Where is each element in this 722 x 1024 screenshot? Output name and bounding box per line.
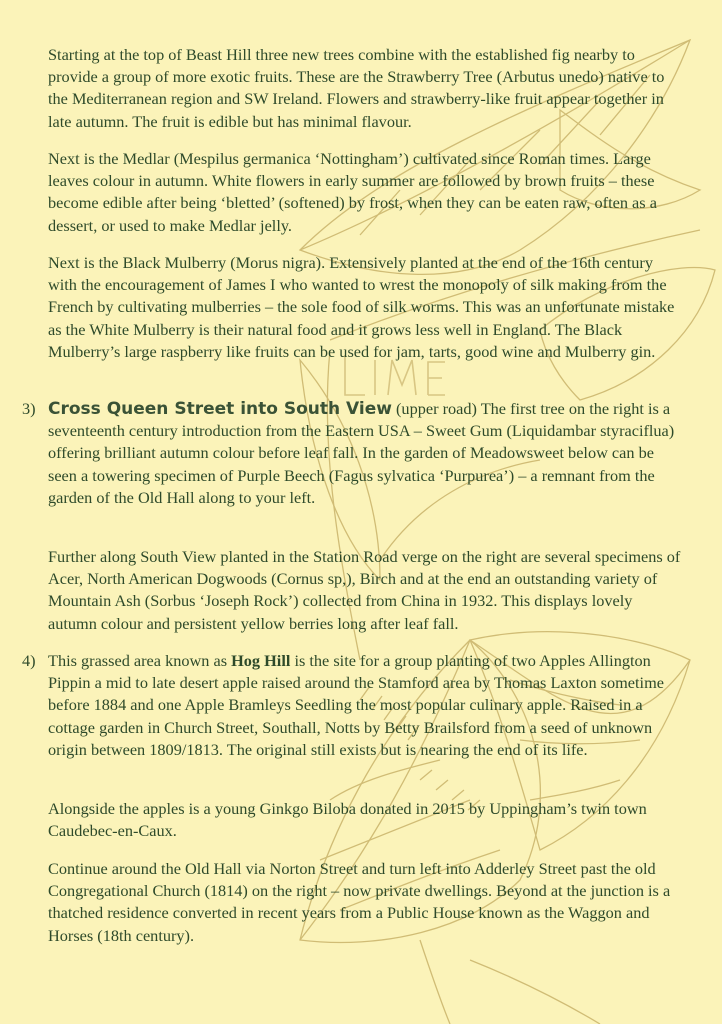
section-3-paragraph-2: Further along South View planted in the Station Road verge on the right are several specimens of Acer, North American Dogwoods (Cornus sp,), Birch and at the end an outstanding variety of Mountain Ash (Sorbus ‘Joseph Rock’) collected from China in 1932. This displays lovely autumn colour and persistent yellow berries long after leaf fall. bbox=[48, 547, 681, 633]
section-3-paragraph bbox=[48, 398, 684, 509]
paragraph-black-mulberry: Next is the Black Mulberry (Morus nigra). Extensively planted at the end of the 16th century with the encouragement of James I who wanted to wrest the monopoly of silk making from the French by cultivating mulberries – the sole food of silk worms. This was an unfortunate mistake as the White Mulberry is their natural food and it grows less well in England. The Black Mulberry’s large raspberry like fruits can be used for jam, tarts, good wine and Mulberry gin. bbox=[48, 253, 675, 361]
section-4-intro: This grassed area known as bbox=[48, 651, 232, 670]
paragraph-medlar: Next is the Medlar (Mespilus germanica ‘Nottingham’) cultivated since Roman times. Large leaves colour in autumn. White flowers in early summer are followed by brown fruits – these become edible after being ‘bletted’ (softened) by frost, when they can be eaten raw, often as a dessert, or used to make Medlar jelly. bbox=[48, 149, 657, 235]
section-4-paragraph bbox=[48, 650, 684, 761]
section-4-paragraph-route: Continue around the Old Hall via Norton Street and turn left into Adderley Street past the old Congregational Church (1814) on the right – now private dwellings. Beyond at the junction is a thatched residence converted in recent years from a Public House known as the Waggon and Horses (18th century). bbox=[48, 859, 671, 945]
section-4-paragraph-ginkgo: Alongside the apples is a young Ginkgo Biloba donated in 2015 by Uppingham’s twin town Caudebec-en-Caux. bbox=[48, 799, 647, 841]
section-number-4: 4) bbox=[22, 651, 36, 670]
hog-hill-label: Hog Hill bbox=[231, 651, 291, 670]
section-3-text: (upper road) The first tree on the right is a seventeenth century introduction from the Eastern USA – Sweet Gum (Liquidambar styraciflua) offering brilliant autumn colour before leaf fall. In the garden of Meadowsweet below can be seen a towering specimen of Purple Beech (Fagus sylvatica ‘Purpurea’) – a remnant from the garden of the Old Hall along to your left. bbox=[48, 399, 675, 507]
paragraph-strawberry-tree: Starting at the top of Beast Hill three new trees combine with the established fig nearby to provide a group of more exotic fruits. These are the Strawberry Tree (Arbutus unedo) native to the Mediterranean region and SW Ireland. Flowers and strawberry-like fruit appear together in late autumn. The fruit is edible but has minimal flavour. bbox=[48, 45, 665, 131]
section-4-text: is the site for a group planting of two Apples Allington Pippin a mid to late desert apple raised around the Stamford area by Thomas Laxton sometime before 1884 and one Apple Bramleys Seedling the most popular culinary apple. Raised in a cottage garden in Church Street, Southall, Notts by Betty Brailsford from a seed of unknown origin between 1809/1813. The original still exists but is nearing the end of its life. bbox=[48, 651, 664, 759]
section-3-heading: Cross Queen Street into South View bbox=[48, 399, 392, 419]
section-number-3: 3) bbox=[22, 399, 36, 418]
